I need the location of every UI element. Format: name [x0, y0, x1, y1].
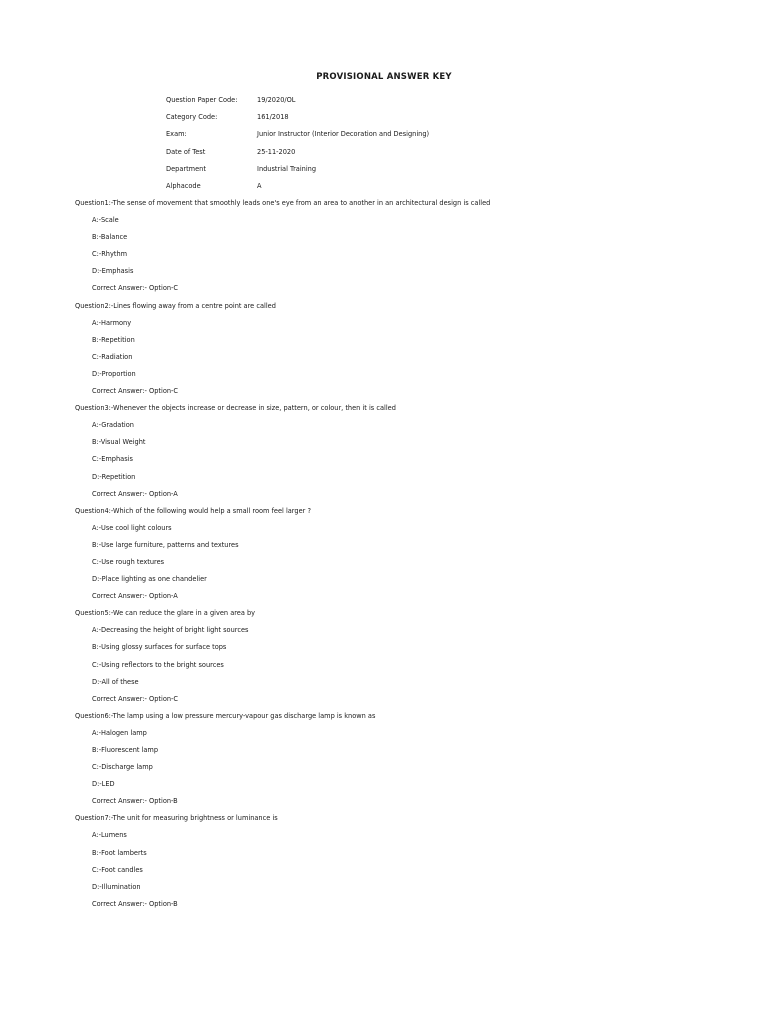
- option-a: A:-Halogen lamp: [92, 728, 147, 737]
- question-text: Question7:-The unit for measuring brightness or luminance is: [75, 814, 278, 823]
- option-d: D:-LED: [92, 780, 115, 789]
- option-b: B:-Repetition: [92, 335, 135, 344]
- option-a: A:-Scale: [92, 216, 119, 225]
- option-a: A:-Decreasing the height of bright light sources: [92, 626, 249, 635]
- option-d: D:-Repetition: [92, 472, 136, 481]
- option-a: A:-Harmony: [92, 318, 132, 327]
- option-c: C:-Use rough textures: [92, 557, 165, 566]
- option-b: B:-Balance: [92, 233, 128, 242]
- question-text: Question3:-Whenever the objects increase or decrease in size, pattern, or colour, then it is called: [75, 404, 396, 413]
- option-b: B:-Using glossy surfaces for surface tops: [92, 643, 227, 652]
- correct-answer: Correct Answer:- Option-C: [92, 694, 179, 703]
- correct-answer: Correct Answer:- Option-B: [92, 797, 178, 806]
- meta-value: Junior Instructor (Interior Decoration and Designing): [257, 130, 430, 139]
- meta-label: Department: [166, 164, 206, 173]
- correct-answer: Correct Answer:- Option-C: [92, 387, 179, 396]
- meta-value: 161/2018: [257, 113, 289, 122]
- option-c: C:-Radiation: [92, 352, 133, 361]
- question-text: Question4:-Which of the following would help a small room feel larger ?: [75, 506, 311, 515]
- option-b: B:-Visual Weight: [92, 438, 146, 447]
- option-d: D:-All of these: [92, 677, 139, 686]
- question-list: [75, 199, 490, 917]
- correct-answer: Correct Answer:- Option-A: [92, 489, 178, 498]
- option-d: D:-Place lighting as one chandelier: [92, 575, 207, 584]
- option-b: B:-Foot lamberts: [92, 848, 147, 857]
- option-a: A:-Lumens: [92, 831, 127, 840]
- meta-value: A: [257, 181, 262, 190]
- question-text: Question1:-The sense of movement that smoothly leads one's eye from an area to another in an architectural design is called: [75, 199, 491, 207]
- option-c: C:-Using reflectors to the bright sources: [92, 660, 224, 669]
- correct-answer: Correct Answer:- Option-A: [92, 592, 178, 601]
- option-c: C:-Emphasis: [92, 455, 133, 464]
- question-text: Question5:-We can reduce the glare in a given area by: [75, 609, 256, 618]
- meta-label: Alphacode: [166, 181, 201, 190]
- option-d: D:-Proportion: [92, 369, 136, 378]
- meta-label: Category Code:: [166, 113, 218, 122]
- option-c: C:-Discharge lamp: [92, 763, 153, 772]
- question-text: Question2:-Lines flowing away from a centre point are called: [75, 301, 276, 310]
- meta-value: 19/2020/OL: [257, 96, 296, 104]
- option-a: A:-Use cool light colours: [92, 523, 172, 532]
- option-d: D:-Emphasis: [92, 267, 134, 276]
- option-b: B:-Fluorescent lamp: [92, 746, 159, 754]
- option-a: A:-Gradation: [92, 421, 134, 430]
- option-b: B:-Use large furniture, patterns and textures: [92, 540, 239, 549]
- meta-label: Question Paper Code:: [166, 96, 238, 104]
- meta-label: Exam:: [166, 130, 187, 139]
- meta-value: Industrial Training: [257, 164, 317, 173]
- option-c: C:-Foot candles: [92, 865, 143, 874]
- option-c: C:-Rhythm: [92, 250, 128, 259]
- option-d: D:-Illumination: [92, 882, 141, 891]
- meta-value: 25-11-2020: [257, 147, 296, 156]
- page-title: PROVISIONAL ANSWER KEY: [316, 72, 452, 82]
- question-text: Question6:-The lamp using a low pressure mercury-vapour gas discharge lamp is known as: [75, 711, 376, 720]
- correct-answer: Correct Answer:- Option-C: [92, 284, 179, 293]
- correct-answer: Correct Answer:- Option-B: [92, 899, 178, 908]
- meta-label: Date of Test: [166, 147, 206, 156]
